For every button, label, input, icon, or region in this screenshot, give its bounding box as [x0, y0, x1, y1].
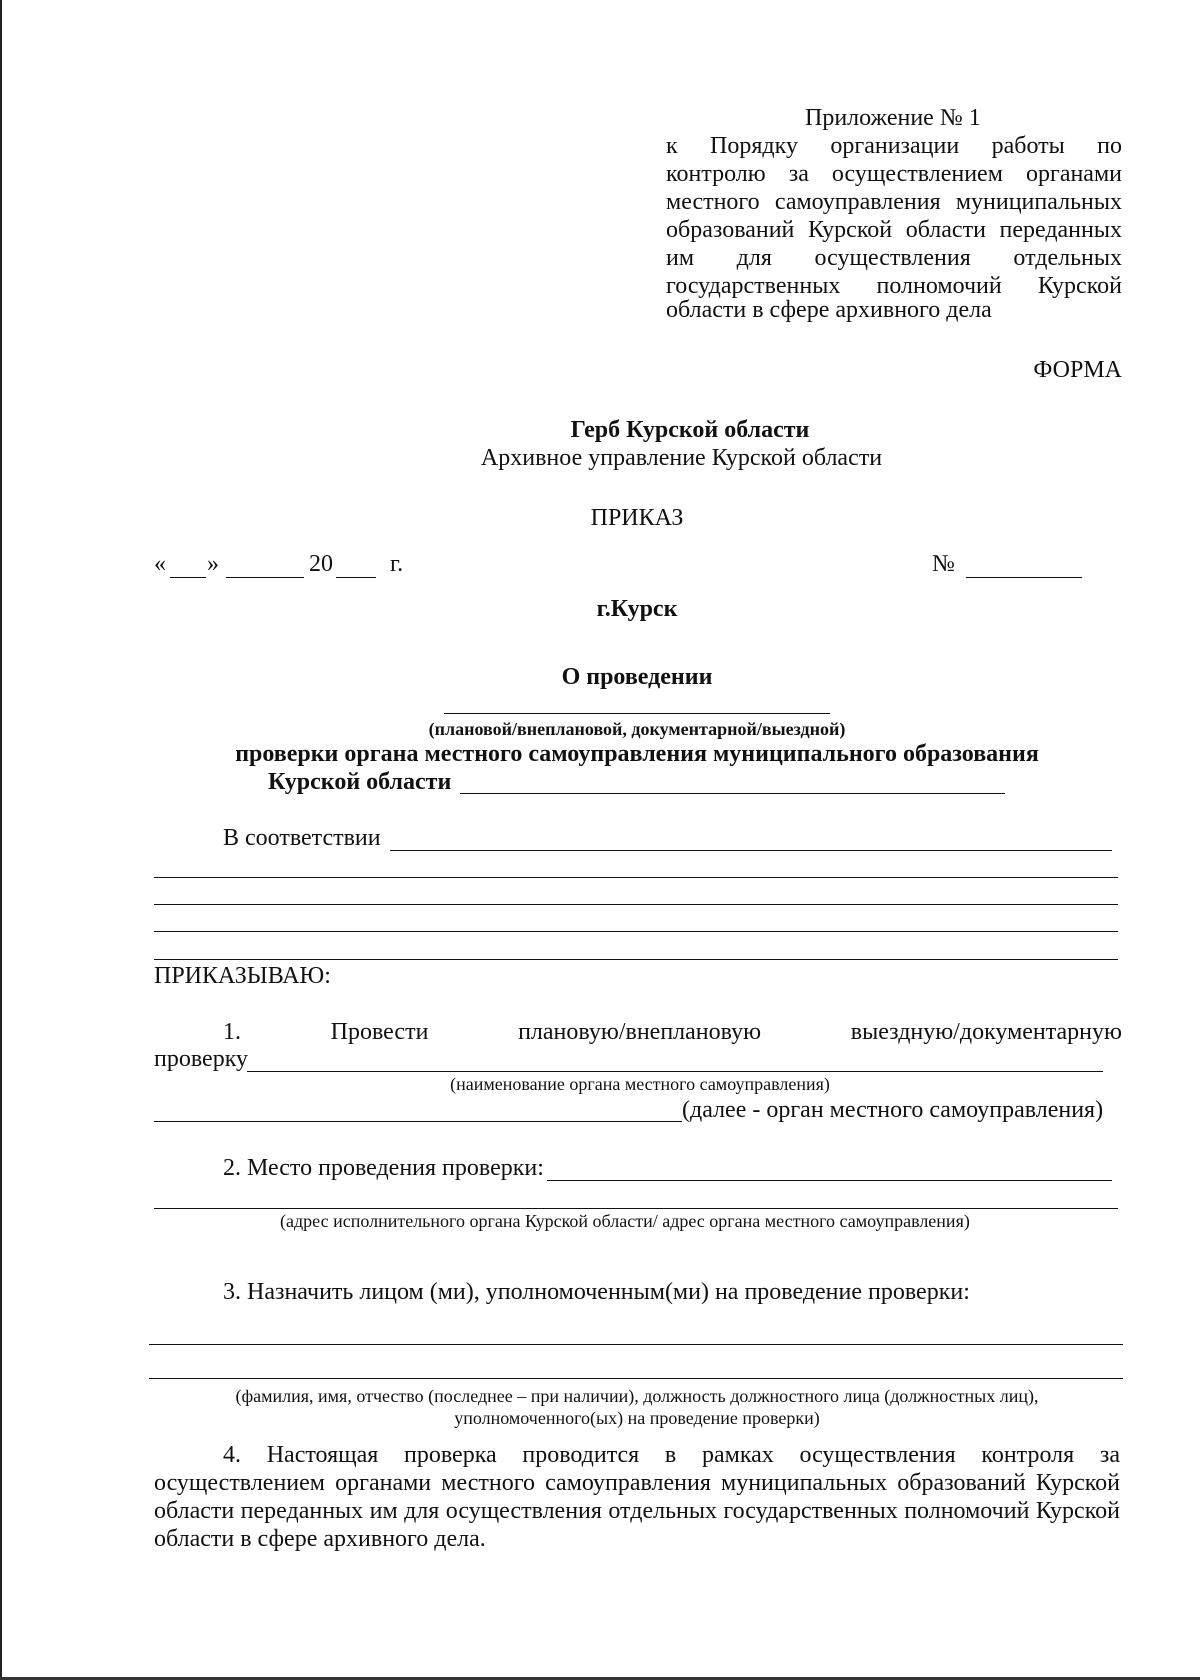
date-day-field [170, 577, 206, 578]
basis-label: В соответствии [223, 825, 381, 851]
appendix-line: государственных полномочий Курской [666, 273, 1122, 299]
item1-word: 1. [223, 1019, 241, 1045]
coat-of-arms-text: Герб Курской области [570, 417, 810, 443]
order-label: ПРИКАЗЫВАЮ: [154, 963, 331, 989]
item3-person-field-1 [149, 1344, 1123, 1345]
item1-organ-field-2 [154, 1121, 682, 1122]
appendix-line: к Порядку организации работы по [666, 133, 1122, 159]
municipality-field [460, 793, 1005, 794]
basis-field-5 [154, 959, 1118, 960]
appendix-line: им для осуществления отдельных [666, 245, 1122, 271]
basis-field-2 [154, 877, 1118, 878]
date-month-field [226, 577, 304, 578]
appendix-text [666, 132, 1122, 300]
item1-word: Провести [330, 1019, 429, 1045]
item1-organ-field [247, 1071, 1103, 1072]
item1-line [223, 1018, 1122, 1046]
item3-person-field-2 [149, 1378, 1123, 1379]
basis-field-1 [390, 850, 1112, 851]
date-year-suffix: г. [390, 551, 404, 577]
item2-hint: (адрес исполнительного органа Курской области/ адрес органа местного самоуправления) [280, 1211, 970, 1231]
subject-type-hint: (плановой/внеплановой, документарной/выездной) [428, 719, 846, 739]
appendix-line: образований Курской области переданных [666, 217, 1122, 243]
subject-line1: проверки органа местного самоуправления муниципального образования [235, 741, 1039, 767]
item3-hint-line2: уполномоченного(ых) на проведение проверки) [454, 1408, 820, 1428]
subject-line2: Курской области [268, 769, 452, 795]
appendix-line: контролю за осуществлением органами [666, 161, 1122, 187]
item2-place-field [547, 1180, 1112, 1181]
appendix-last-line: области в сфере архивного дела [666, 297, 992, 323]
item1-word: плановую/внеплановую [518, 1019, 762, 1045]
subject-type-field [444, 713, 830, 714]
appendix-title: Приложение № 1 [805, 105, 981, 131]
item1-hint: (наименование органа местного самоуправления) [450, 1074, 830, 1094]
item1-continuation: проверку [154, 1046, 249, 1072]
subject-title: О проведении [561, 664, 713, 690]
number-field [966, 577, 1082, 578]
number-sign: № [932, 551, 955, 577]
item2-label: 2. Место проведения проверки: [223, 1155, 544, 1181]
basis-field-3 [154, 904, 1118, 905]
date-quote-open: « [154, 551, 166, 577]
date-year-prefix: 20 [309, 551, 333, 577]
item2-place-field-2 [154, 1208, 1118, 1209]
date-quote-close: » [207, 551, 219, 577]
date-year-field [336, 577, 376, 578]
form-label: ФОРМА [1033, 357, 1122, 383]
city: г.Курск [596, 596, 678, 622]
basis-field-4 [154, 931, 1118, 932]
item4-text: 4. Настоящая проверка проводится в рамках осуществления контроля за осуществлением органами местного самоуправления муниципальных образований Курской области переданных им для осуществления отдельных государственных полномочий Курской области в сфере архивного дела. [154, 1442, 1120, 1552]
item3-hint-line1: (фамилия, имя, отчество (последнее – при наличии), должность должностного лица (должностных лиц), [235, 1386, 1039, 1406]
item3-label: 3. Назначить лицом (ми), уполномоченным(ми) на проведение проверки: [223, 1279, 970, 1305]
item1-word: выездную/документарную [850, 1019, 1122, 1045]
item1-suffix: (далее - орган местного самоуправления) [682, 1097, 1104, 1123]
doc-type: ПРИКАЗ [590, 505, 684, 531]
department-name: Архивное управление Курской области [480, 445, 883, 471]
appendix-line: местного самоуправления муниципальных [666, 189, 1122, 215]
